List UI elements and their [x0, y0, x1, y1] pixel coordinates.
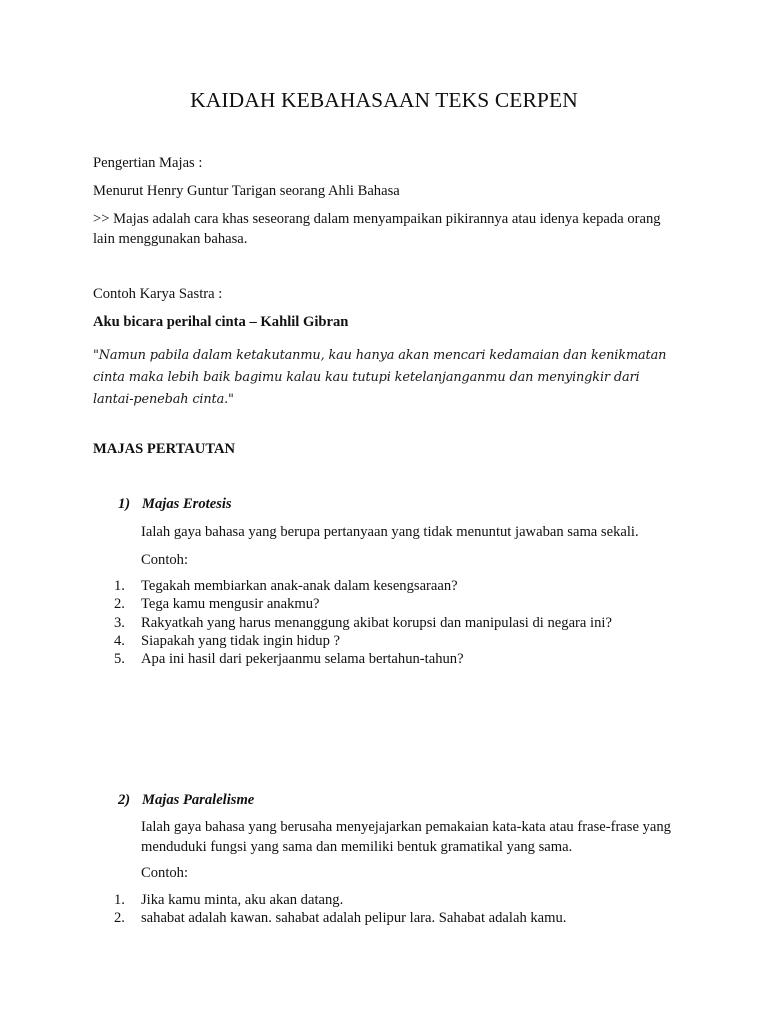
pengertian-label: Pengertian Majas : [93, 155, 203, 171]
majas-number: 2) [118, 792, 131, 808]
list-item-number: 4. [114, 632, 125, 649]
list-item [114, 595, 612, 613]
list-item-text: Rakyatkah yang harus menanggung akibat korupsi dan manipulasi di negara ini? [141, 614, 612, 631]
definition-paragraph: >> Majas adalah cara khas seseorang dalam menyampaikan pikirannya atau idenya kepada orang lain menggunakan bahasa. [93, 211, 661, 247]
example-list [114, 577, 612, 668]
example-work-label: Contoh Karya Sastra : [93, 286, 223, 302]
majas-number: 1) [118, 496, 131, 512]
majas-heading [118, 790, 254, 810]
example-quote: "Namun pabila dalam ketakutanmu, kau hanya akan mencari kedamaian dan kenikmatan cinta maka lebih baik bagimu kalau kau tutupi ketelanjanganmu dan menyingkir dari lantai-penebah cinta." [93, 348, 667, 407]
majas-name: Majas Paralelisme [142, 792, 255, 808]
list-item-text: Tegakah membiarkan anak-anak dalam kesengsaraan? [141, 578, 458, 594]
section-heading: MAJAS PERTAUTAN [93, 441, 236, 457]
majas-description: Ialah gaya bahasa yang berupa pertanyaan yang tidak menuntut jawaban sama sekali. [141, 524, 639, 540]
majas-name: Majas Erotesis [142, 496, 232, 512]
list-item-text: Jika kamu minta, aku akan datang. [141, 892, 344, 908]
majas-description: Ialah gaya bahasa yang berusaha menyejajarkan pemakaian kata-kata atau frase-frase yang menduduki fungsi yang sama dan memiliki bentuk gramatikal yang sama. [141, 819, 671, 855]
source-line: Menurut Henry Guntur Tarigan seorang Ahli Bahasa [93, 183, 400, 199]
list-item-number: 1. [114, 578, 125, 594]
list-item-number: 5. [114, 651, 125, 668]
contoh-label: Contoh: [141, 552, 189, 568]
example-list [114, 891, 566, 928]
list-item-text: sahabat adalah kawan. sahabat adalah pelipur lara. Sahabat adalah kamu. [141, 910, 567, 927]
list-item-text: Apa ini hasil dari pekerjaanmu selama bertahun-tahun? [141, 651, 464, 668]
contoh-label: Contoh: [141, 865, 189, 881]
list-item-number: 1. [114, 892, 125, 908]
list-item-number: 2. [114, 910, 125, 927]
list-item [114, 614, 612, 632]
list-item [114, 577, 612, 595]
list-item [114, 650, 612, 668]
list-item [114, 909, 566, 927]
list-item [114, 891, 566, 909]
document-title: KAIDAH KEBAHASAAN TEKS CERPEN [190, 88, 578, 112]
example-work-title: Aku bicara perihal cinta – Kahlil Gibran [93, 314, 349, 330]
list-item-text: Tega kamu mengusir anakmu? [141, 596, 320, 613]
majas-heading [118, 494, 232, 514]
list-item-number: 2. [114, 596, 125, 613]
list-item-number: 3. [114, 614, 125, 631]
list-item [114, 632, 612, 650]
list-item-text: Siapakah yang tidak ingin hidup ? [141, 632, 341, 649]
